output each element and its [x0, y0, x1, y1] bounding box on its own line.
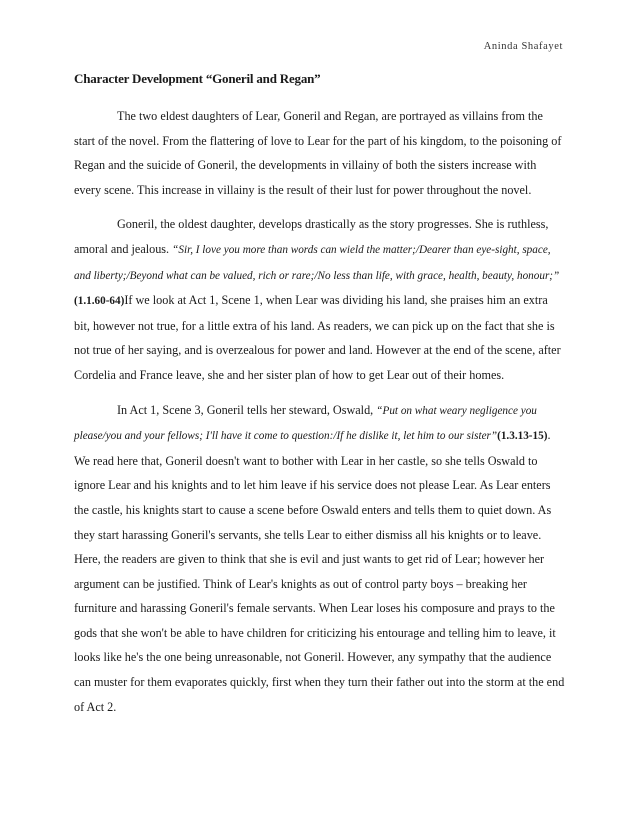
- paragraph-2: [74, 212, 566, 387]
- essay-title: Character Development “Goneril and Regan”: [74, 71, 321, 86]
- citation-1: (1.1.60-64): [74, 295, 125, 308]
- essay-body: [74, 104, 566, 719]
- paragraph-3-intro: In Act 1, Scene 3, Goneril tells her steward, Oswald,: [117, 402, 377, 417]
- quote-1: “Sir, I love you more than words can wield the matter;/Dearer than eye-sight, space, and liberty;/Beyond what can be valued, rich or rare;/No less than life, with grace, health, beauty, honour;”: [74, 243, 560, 282]
- paragraph-2-rest: If we look at Act 1, Scene 1, when Lear was dividing his land, she praises him an extra bit, however not true, for a little extra of his land. As readers, we can pick up on the fact that she is not true of her saying, and is overzealous for power and land. However at the end of the scene, after Cordelia and France leave, she and her sister plan of how to get Lear out of their homes.: [74, 293, 561, 382]
- paragraph-3: [74, 398, 566, 720]
- paragraph-2-intro: Goneril, the oldest daughter, develops drastically as the story progresses. She is ruthless, amoral and jealous.: [74, 217, 549, 256]
- paragraph-3-rest: . We read here that, Goneril doesn't want to bother with Lear in her castle, so she tells Oswald to ignore Lear and his knights and to let him leave if his service does not please Lear. As Lear enters the castle, his knights start to cause a scene before Oswald enters and tells them to quiet down. As they start harassing Goneril's servants, she tells Lear to either dismiss all his knights or to leave. Here, the readers are given to think that she is evil and just wants to get rid of Lear; however her argument can be justified. Think of Lear's knights as out of control party boys – breaking her furniture and harassing Goneril's female servants. When Lear loses his composure and prays to the gods that she won't be able to have children for criticizing his entourage and telling him to leave, it looks like he's the one being unreasonable, not Goneril. However, any sympathy that the audience can muster for them evaporates quickly, first when they turn their father out into the storm at the end of Act 2.: [74, 428, 565, 714]
- author-header: Aninda Shafayet: [483, 41, 563, 52]
- paragraph-1: The two eldest daughters of Lear, Goneril and Regan, are portrayed as villains from the start of the novel. From the flattering of love to Lear for the part of his kingdom, to the poisoning of Regan and the suicide of Goneril, the developments in villainy of both the sisters increase with every scene. This increase in villainy is the result of their lust for power throughout the novel.: [74, 109, 562, 197]
- quote-2: “Put on what weary negligence you please/you and your fellows; I'll have it come to question:/If he dislike it, let him to our sister”: [74, 404, 537, 443]
- citation-2: (1.3.13-15): [497, 430, 548, 443]
